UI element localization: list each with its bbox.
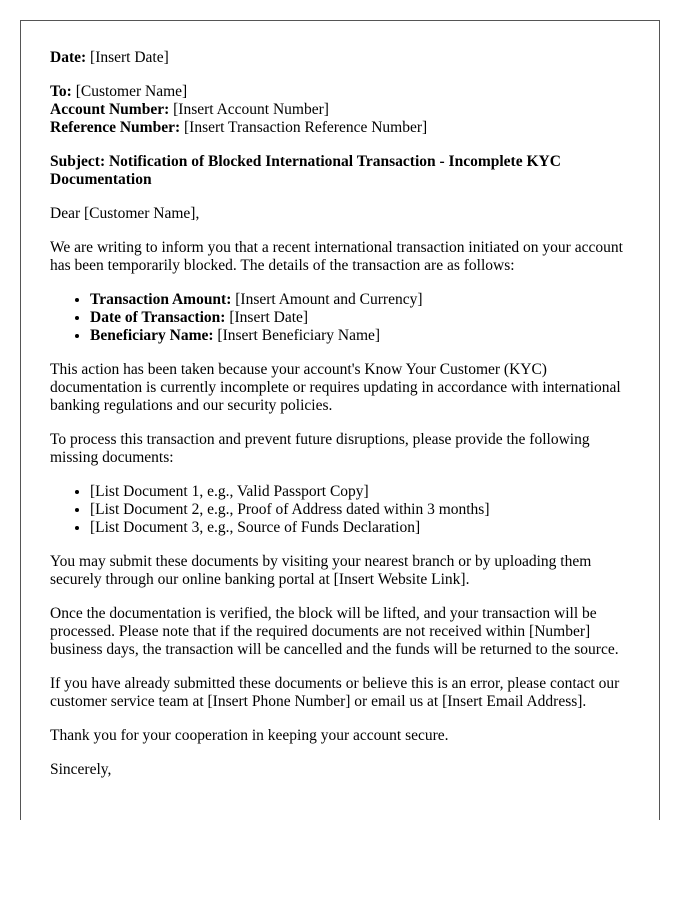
to-value: [Customer Name]	[75, 83, 188, 100]
list-item: • [List Document 2, e.g., Proof of Address dated within 3 months]	[90, 501, 630, 519]
reference-value: [Insert Transaction Reference Number]	[184, 119, 428, 136]
to-line	[50, 83, 630, 101]
list-item: • [List Document 3, e.g., Source of Funds Declaration]	[90, 519, 630, 537]
account-value: [Insert Account Number]	[173, 101, 329, 118]
date-line	[50, 49, 630, 67]
account-label: Account Number:	[50, 101, 170, 118]
date-label: Date:	[50, 49, 87, 66]
account-line	[50, 101, 630, 119]
reference-line	[50, 119, 630, 137]
letter-page	[20, 20, 660, 820]
contact-paragraph: If you have already submitted these documents or believe this is an error, please contact our customer service team at [Insert Phone Number] or email us at [Insert Email Address].	[50, 675, 620, 710]
closing-line: Sincerely,	[50, 761, 112, 778]
detail-value: [Insert Amount and Currency]	[235, 291, 423, 308]
detail-label: Transaction Amount:	[90, 291, 232, 308]
thanks-paragraph: Thank you for your cooperation in keeping your account secure.	[50, 727, 449, 744]
transaction-details-list	[50, 291, 630, 345]
verification-paragraph: Once the documentation is verified, the block will be lifted, and your transaction will be processed. Please note that if the required documents are not received within [Number] business days, the transaction will be cancelled and the funds will be returned to the source.	[50, 605, 619, 658]
documents-list	[50, 483, 630, 537]
intro-paragraph: We are writing to inform you that a recent international transaction initiated on your account has been temporarily blocked. The details of the transaction are as follows:	[50, 239, 623, 274]
reference-label: Reference Number:	[50, 119, 181, 136]
date-value: [Insert Date]	[90, 49, 169, 66]
list-item	[90, 327, 630, 345]
list-item	[90, 291, 630, 309]
submission-paragraph: You may submit these documents by visiting your nearest branch or by uploading them securely through our online banking portal at [Insert Website Link].	[50, 553, 592, 588]
detail-value: [Insert Beneficiary Name]	[217, 327, 381, 344]
letter-content	[21, 21, 659, 779]
list-item: • [List Document 1, e.g., Valid Passport Copy]	[90, 483, 630, 501]
recipient-block	[50, 83, 630, 137]
request-paragraph: To process this transaction and prevent future disruptions, please provide the following missing documents:	[50, 431, 590, 466]
to-label: To:	[50, 83, 72, 100]
subject-line: Subject: Notification of Blocked International Transaction - Incomplete KYC Documentation	[50, 153, 561, 188]
detail-value: [Insert Date]	[229, 309, 309, 326]
list-item	[90, 309, 630, 327]
detail-label: Beneficiary Name:	[90, 327, 214, 344]
salutation: Dear [Customer Name],	[50, 205, 200, 222]
reason-paragraph: This action has been taken because your account's Know Your Customer (KYC) documentation is currently incomplete or requires updating in accordance with international banking regulations and our security policies.	[50, 361, 621, 414]
detail-label: Date of Transaction:	[90, 309, 226, 326]
